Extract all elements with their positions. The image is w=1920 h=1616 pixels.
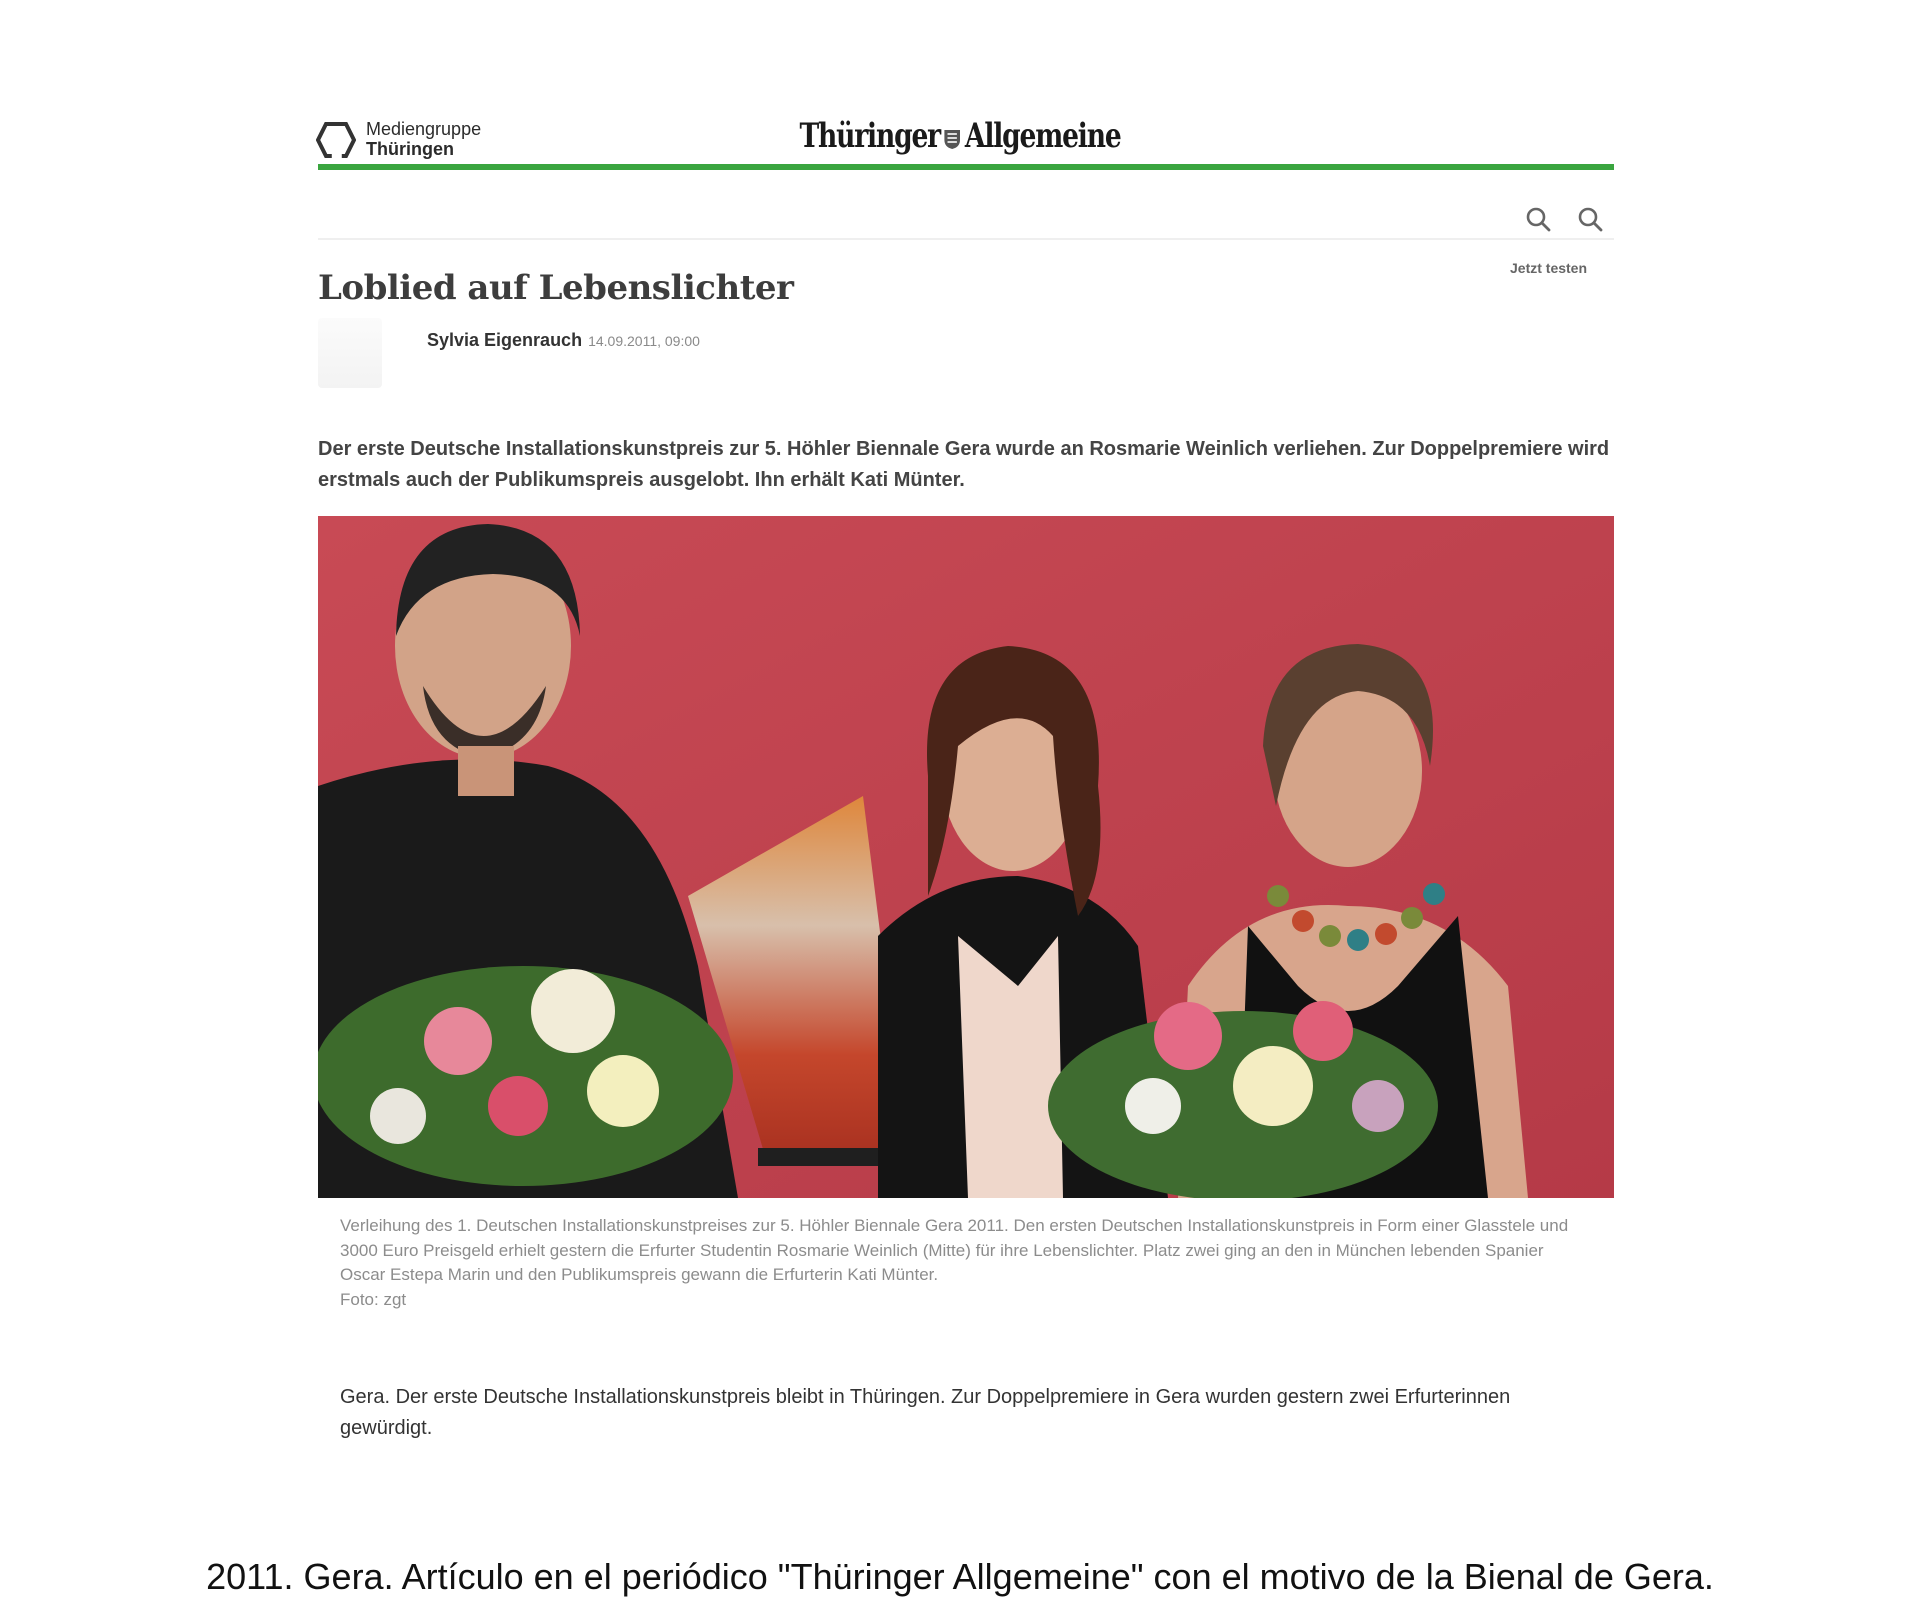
byline	[427, 330, 700, 351]
newspaper-logo-part2: Allgemeine	[964, 116, 1121, 156]
publisher-name-line2: Thüringen	[366, 139, 454, 159]
photo-caption	[340, 1214, 1580, 1312]
photo-caption-text: Verleihung des 1. Deutschen Installationskunstpreises zur 5. Höhler Biennale Gera 2011. Den ersten Deutschen Installationskunstpreis in Form einer Glasstele und 3000 Euro Preisgeld erhielt gestern die Erfurter Studentin Rosmarie Weinlich (Mitte) für ihre Lebenslichter. Platz zwei ging an den in München lebenden Spanier Oscar Estepa Marin und den Publikumspreis gewann die Erfurterin Kati Münter.	[340, 1216, 1569, 1284]
publisher-name-line1: Mediengruppe	[366, 119, 482, 139]
author-name[interactable]: Sylvia Eigenrauch	[427, 330, 583, 350]
search-icon[interactable]	[1525, 206, 1553, 234]
trial-link[interactable]: Jetzt testen	[1510, 260, 1588, 276]
author-avatar	[318, 318, 382, 388]
photo-credit: Foto: zgt	[340, 1289, 407, 1309]
toolbar-divider	[318, 238, 1614, 240]
publish-date: 14.09.2011, 09:00	[588, 333, 700, 349]
newspaper-logo[interactable]	[211, 116, 1709, 156]
search-icon[interactable]	[1577, 206, 1605, 234]
footer-note: 2011. Gera. Artículo en el periódico "Thüringer Allgemeine" con el motivo de la Bienal de Gera.	[206, 1556, 1714, 1597]
article-body: Gera. Der erste Deutsche Installationskunstpreis bleibt in Thüringen. Zur Doppelpremiere in Gera wurden gestern zwei Erfurterinnen gewürdigt.	[340, 1386, 1511, 1439]
article-photo	[318, 516, 1614, 1198]
crest-icon	[943, 128, 962, 150]
header-divider	[318, 164, 1614, 170]
newspaper-logo-part1: Thüringer	[799, 116, 940, 156]
article-lead: Der erste Deutsche Installationskunstpreis zur 5. Höhler Biennale Gera wurde an Rosmarie Weinlich verliehen. Zur Doppelpremiere wird erstmals auch der Publikumspreis ausgelobt. Ihn erhält Kati Münter.	[318, 438, 1610, 491]
article-headline: Loblied auf Lebenslichter	[318, 268, 794, 308]
